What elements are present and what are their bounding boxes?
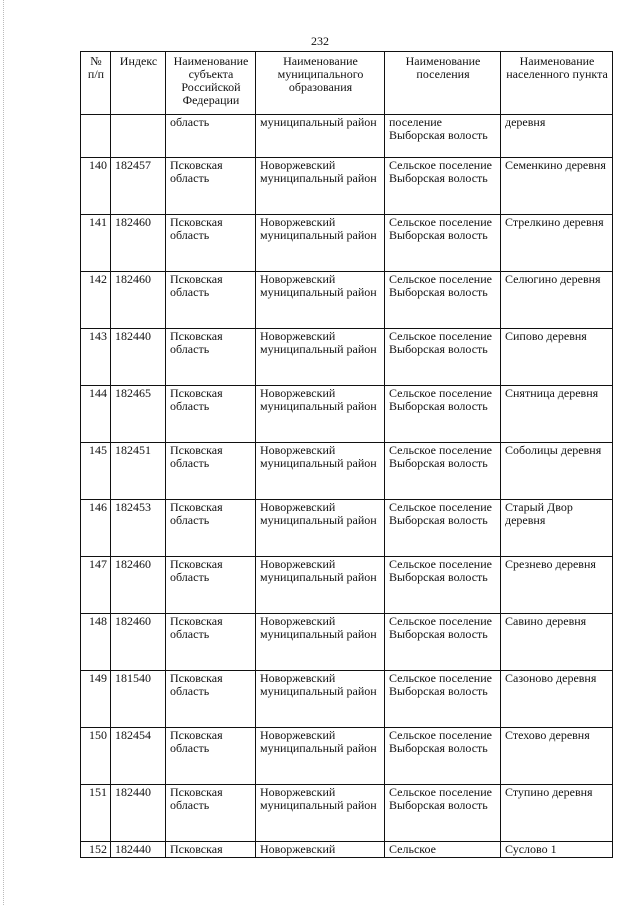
cell-subject: Псковская область [166, 671, 256, 728]
cell-locality: деревня [501, 115, 613, 158]
header-index: Индекс [111, 52, 166, 115]
cell-municipality: Новоржевский [256, 842, 385, 858]
cell-settlement: Сельское поселение Выборская волость [385, 443, 501, 500]
table-row [81, 728, 613, 785]
cell-index: 182453 [111, 500, 166, 557]
header-subject: Наименование субъекта Российской Федерации [166, 52, 256, 115]
cell-index: 182465 [111, 386, 166, 443]
header-municipality: Наименование муниципального образования [256, 52, 385, 115]
cell-subject: Псковская область [166, 728, 256, 785]
cell-number: 148 [81, 614, 111, 671]
page-edge-mark [3, 0, 5, 905]
cell-locality: Стрелкино деревня [501, 215, 613, 272]
cell-locality: Савино деревня [501, 614, 613, 671]
header-locality: Наименование населенного пункта [501, 52, 613, 115]
cell-municipality: Новоржевский муниципальный район [256, 329, 385, 386]
cell-index: 182460 [111, 215, 166, 272]
header-number: № п/п [81, 52, 111, 115]
cell-subject: Псковская область [166, 158, 256, 215]
cell-locality: Соболицы деревня [501, 443, 613, 500]
table-row [81, 614, 613, 671]
page-number: 232 [311, 34, 329, 48]
cell-settlement: Сельское [385, 842, 501, 858]
cell-settlement: Сельское поселение Выборская волость [385, 500, 501, 557]
cell-municipality: Новоржевский муниципальный район [256, 500, 385, 557]
cell-locality: Семенкино деревня [501, 158, 613, 215]
cell-settlement: Сельское поселение Выборская волость [385, 215, 501, 272]
cell-locality: Старый Двор деревня [501, 500, 613, 557]
cell-municipality: муниципальный район [256, 115, 385, 158]
cell-settlement: Сельское поселение Выборская волость [385, 329, 501, 386]
cell-number: 146 [81, 500, 111, 557]
cell-index: 182454 [111, 728, 166, 785]
table-row [81, 842, 613, 858]
cell-settlement: Сельское поселение Выборская волость [385, 557, 501, 614]
cell-municipality: Новоржевский муниципальный район [256, 443, 385, 500]
cell-locality: Снятница деревня [501, 386, 613, 443]
cell-index: 182440 [111, 785, 166, 842]
cell-municipality: Новоржевский муниципальный район [256, 272, 385, 329]
cell-subject: Псковская область [166, 500, 256, 557]
cell-subject: Псковская область [166, 329, 256, 386]
cell-number: 145 [81, 443, 111, 500]
cell-index: 181540 [111, 671, 166, 728]
table-row [81, 215, 613, 272]
cell-locality: Стехово деревня [501, 728, 613, 785]
cell-municipality: Новоржевский муниципальный район [256, 728, 385, 785]
continuation-row [81, 115, 613, 158]
cell-locality: Срезнево деревня [501, 557, 613, 614]
cell-settlement: Сельское поселение Выборская волость [385, 785, 501, 842]
cell-settlement: Сельское поселение Выборская волость [385, 728, 501, 785]
table-row [81, 785, 613, 842]
cell-settlement: Сельское поселение Выборская волость [385, 386, 501, 443]
cell-municipality: Новоржевский муниципальный район [256, 215, 385, 272]
cell-number: 140 [81, 158, 111, 215]
cell-locality: Суслово 1 [501, 842, 613, 858]
cell-number: 152 [81, 842, 111, 858]
cell-number: 142 [81, 272, 111, 329]
cell-settlement: Сельское поселение Выборская волость [385, 272, 501, 329]
cell-municipality: Новоржевский муниципальный район [256, 158, 385, 215]
cell-subject: Псковская область [166, 215, 256, 272]
cell-municipality: Новоржевский муниципальный район [256, 386, 385, 443]
cell-settlement: Сельское поселение Выборская волость [385, 158, 501, 215]
cell-subject: Псковская область [166, 443, 256, 500]
cell-subject: Псковская область [166, 272, 256, 329]
cell-number: 149 [81, 671, 111, 728]
cell-municipality: Новоржевский муниципальный район [256, 671, 385, 728]
cell-index [111, 115, 166, 158]
cell-subject: Псковская [166, 842, 256, 858]
cell-index: 182440 [111, 842, 166, 858]
table-row [81, 329, 613, 386]
table-row [81, 671, 613, 728]
cell-number: 144 [81, 386, 111, 443]
table-row [81, 500, 613, 557]
cell-municipality: Новоржевский муниципальный район [256, 557, 385, 614]
cell-index: 182460 [111, 614, 166, 671]
table-row [81, 443, 613, 500]
cell-municipality: Новоржевский муниципальный район [256, 785, 385, 842]
cell-index: 182460 [111, 272, 166, 329]
cell-subject: Псковская область [166, 386, 256, 443]
cell-locality: Ступино деревня [501, 785, 613, 842]
cell-subject: Псковская область [166, 785, 256, 842]
cell-settlement: поселение Выборская волость [385, 115, 501, 158]
table-row [81, 386, 613, 443]
table-row [81, 557, 613, 614]
cell-subject: область [166, 115, 256, 158]
cell-locality: Сазоново деревня [501, 671, 613, 728]
cell-settlement: Сельское поселение Выборская волость [385, 671, 501, 728]
cell-subject: Псковская область [166, 614, 256, 671]
localities-table [80, 51, 613, 858]
cell-index: 182460 [111, 557, 166, 614]
cell-number: 147 [81, 557, 111, 614]
cell-index: 182451 [111, 443, 166, 500]
cell-settlement: Сельское поселение Выборская волость [385, 614, 501, 671]
cell-index: 182457 [111, 158, 166, 215]
cell-index: 182440 [111, 329, 166, 386]
cell-municipality: Новоржевский муниципальный район [256, 614, 385, 671]
table-row [81, 272, 613, 329]
cell-number: 143 [81, 329, 111, 386]
header-settlement: Наименование поселения [385, 52, 501, 115]
table-row [81, 158, 613, 215]
cell-locality: Сипово деревня [501, 329, 613, 386]
cell-number: 150 [81, 728, 111, 785]
table-header-row [81, 52, 613, 115]
cell-number: 141 [81, 215, 111, 272]
cell-number: 151 [81, 785, 111, 842]
cell-number [81, 115, 111, 158]
cell-subject: Псковская область [166, 557, 256, 614]
cell-locality: Селюгино деревня [501, 272, 613, 329]
